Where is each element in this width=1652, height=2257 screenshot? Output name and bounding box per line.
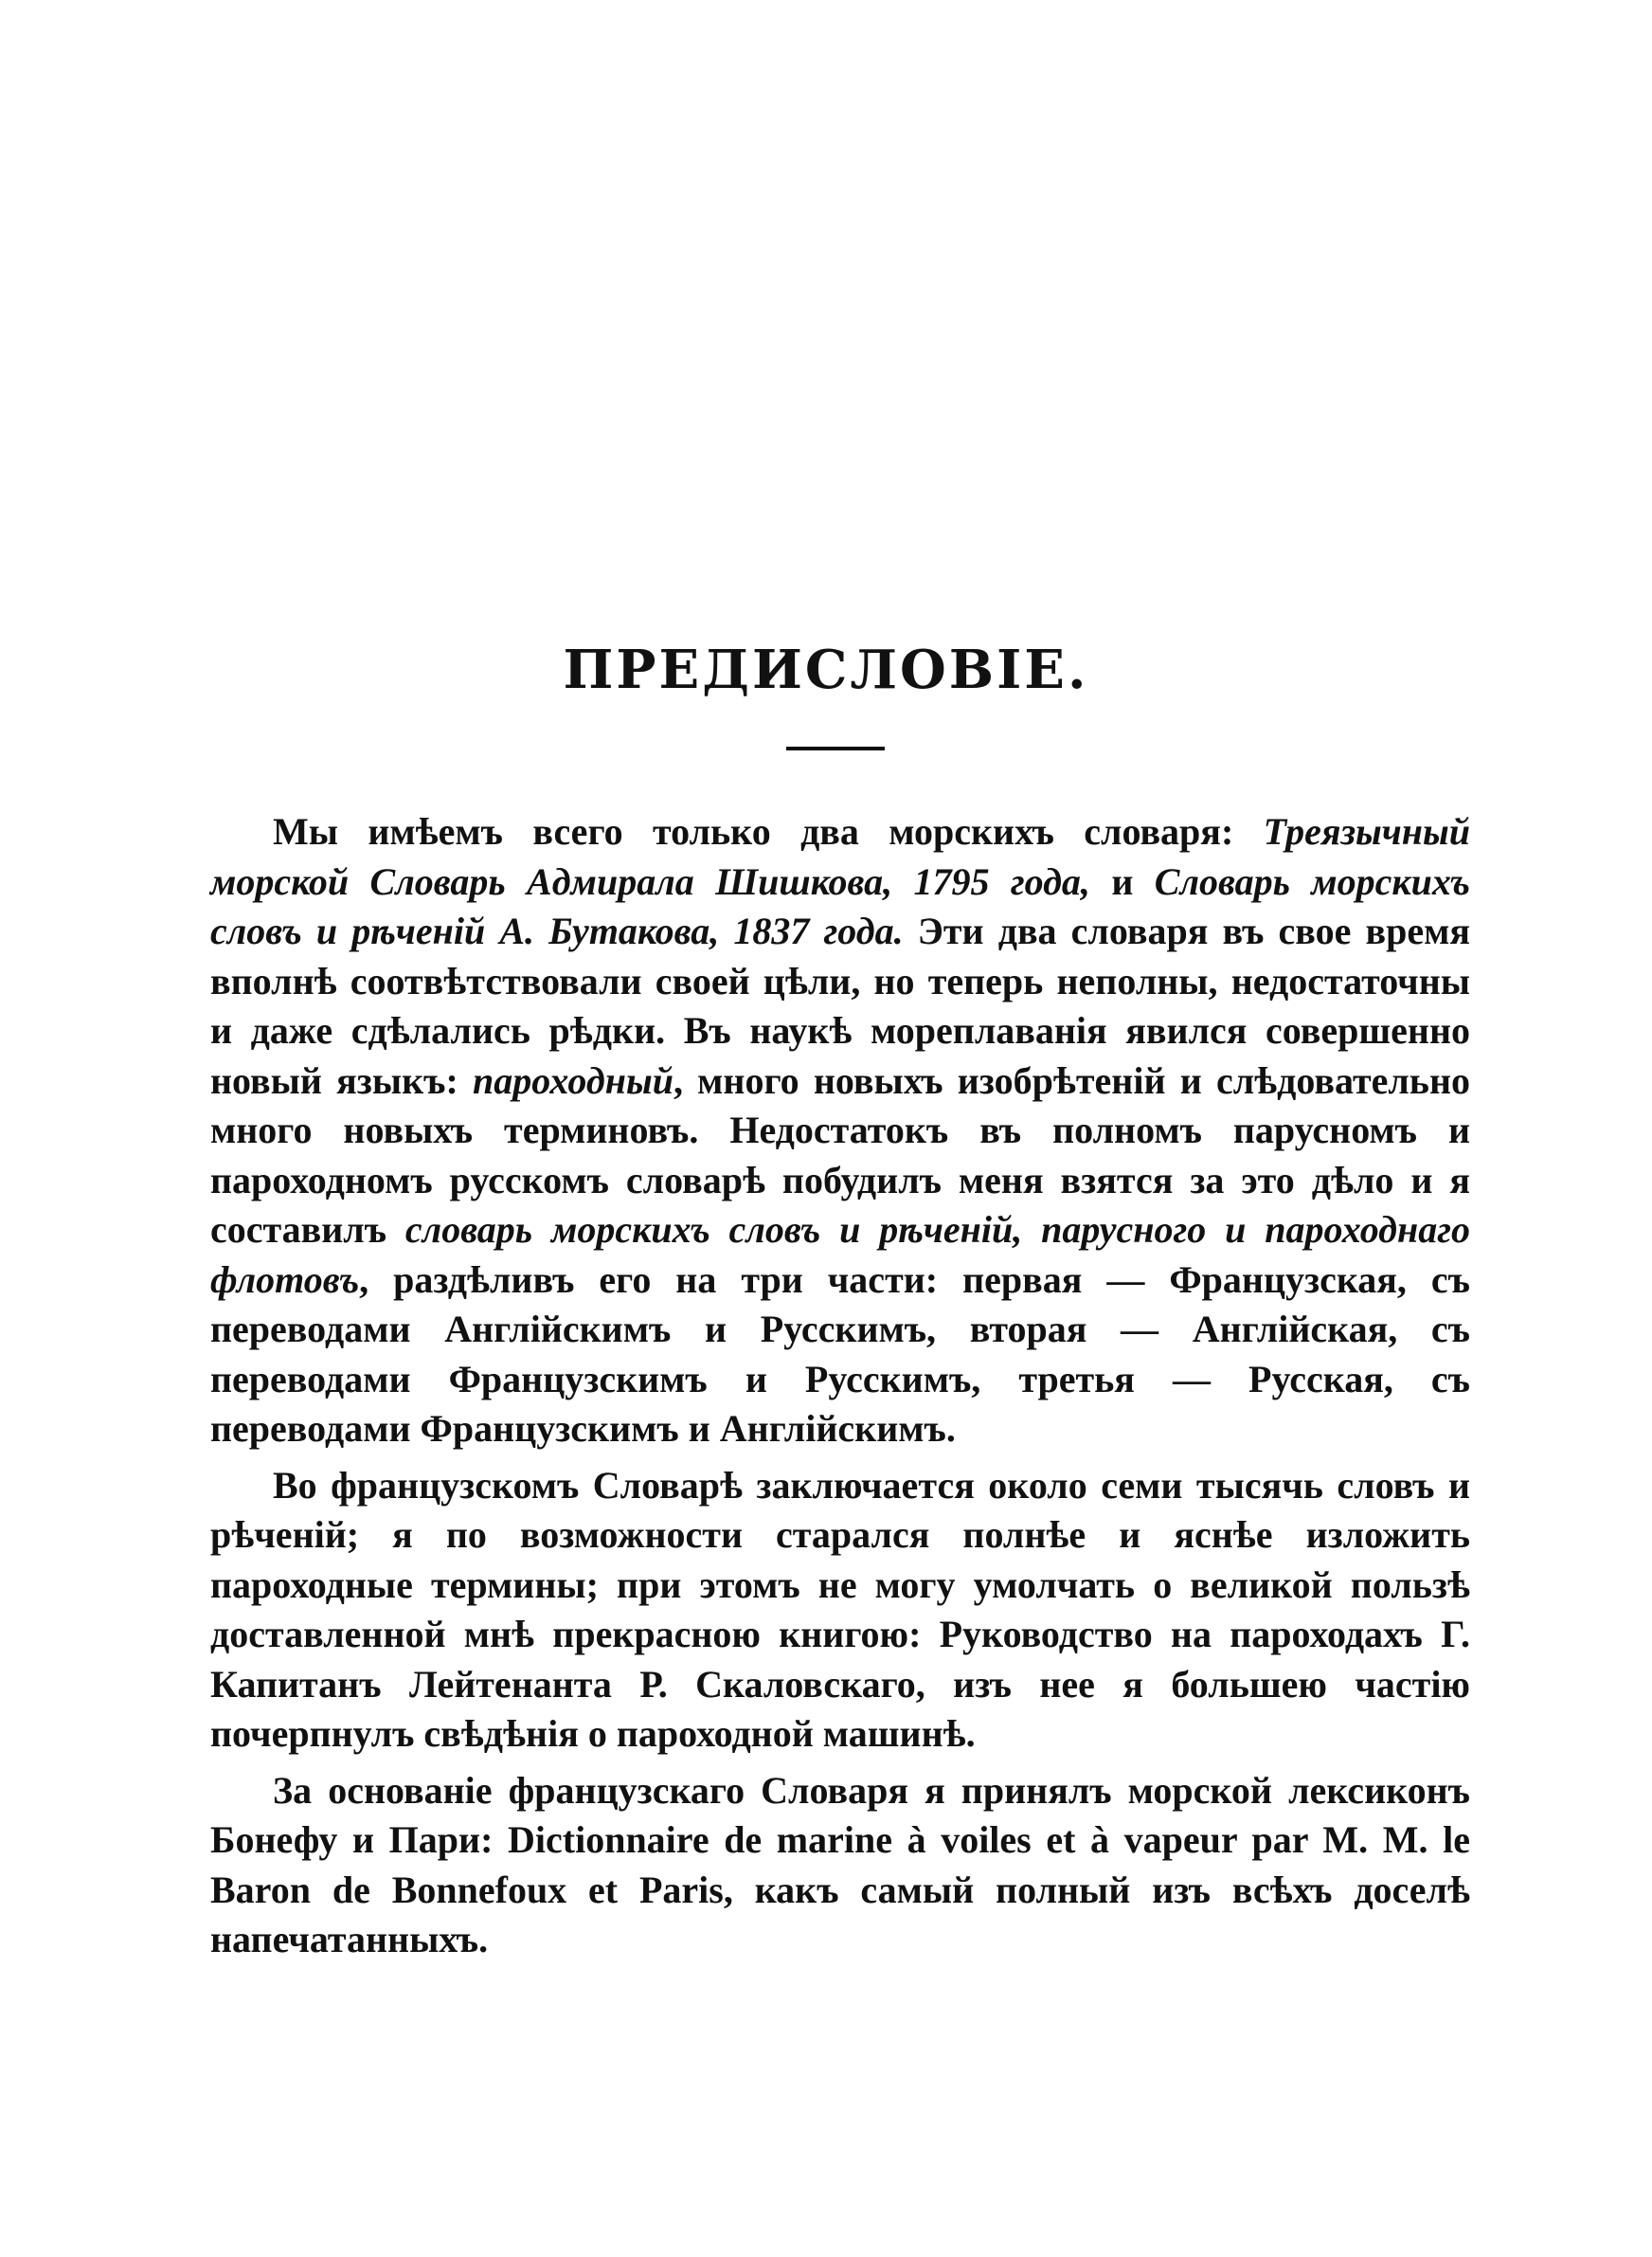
- text-segment: За основаніе французскаго Словаря я принялъ морской лексиконъ Бонефу и Пари: Dictionnaire de marine à voiles et à vapeur par M. M. le Baron de Bonnefoux et Paris, какъ самый полный изъ всѣхъ доселѣ напечатанныхъ.: [210, 1768, 1470, 1960]
- text-segment: Эти два словаря въ свое время вполнѣ соотвѣтствовали своей цѣли, но теперь неполны, недостаточны и даже сдѣлались рѣдки. Въ наукѣ мореплаванія явился совершенно новый языкъ:: [210, 910, 1470, 1102]
- paragraph-3: [210, 1766, 1470, 1965]
- italic-segment: Словарь морскихъ словъ и рѣченій А. Бутакова, 1837 года.: [210, 859, 1470, 952]
- italic-segment: словарь морскихъ словъ и рѣченій, парусного и пароходнаго флотовъ: [210, 1208, 1470, 1301]
- text-segment: и: [1089, 859, 1155, 903]
- text-segment: Мы имѣемъ всего только два морскихъ словаря:: [273, 810, 1264, 853]
- page-title: ПРЕДИСЛОВІЕ.: [563, 639, 1089, 701]
- preface-text: [210, 807, 1470, 1965]
- title-divider: [786, 747, 885, 750]
- italic-segment: Треязычный морской Словарь Адмирала Шишкова, 1795 года,: [210, 810, 1470, 903]
- text-segment: Во французскомъ Словарѣ заключается около семи тысячь словъ и рѣченій; я по возможности старался полнѣе и яснѣе изложить пароходные термины; при этомъ не могу умолчать о великой пользѣ доставленной мнѣ прекрасною книгою: Руководство на пароходахъ Г. Капитанъ Лейтенанта Р. Скаловскаго, изъ нее я большею частію почерпнулъ свѣдѣнія о пароходной машинѣ.: [210, 1463, 1470, 1755]
- paragraph-1: [210, 807, 1470, 1454]
- text-segment: , много новыхъ изобрѣтеній и слѣдовательно много новыхъ терминовъ. Недостатокъ въ полномъ парусномъ и пароходномъ русскомъ словарѣ побудилъ меня взятся за это дѣло и я составилъ: [210, 1058, 1470, 1251]
- italic-segment: пароходный: [472, 1058, 673, 1102]
- text-segment: , раздѣливъ его на три части: первая — Французская, съ переводами Англійскимъ и Русскимъ, вторая — Англійская, съ переводами Французскимъ и Русскимъ, третья — Русская, съ переводами Французскимъ и Англійскимъ.: [210, 1257, 1470, 1450]
- paragraph-2: [210, 1461, 1470, 1760]
